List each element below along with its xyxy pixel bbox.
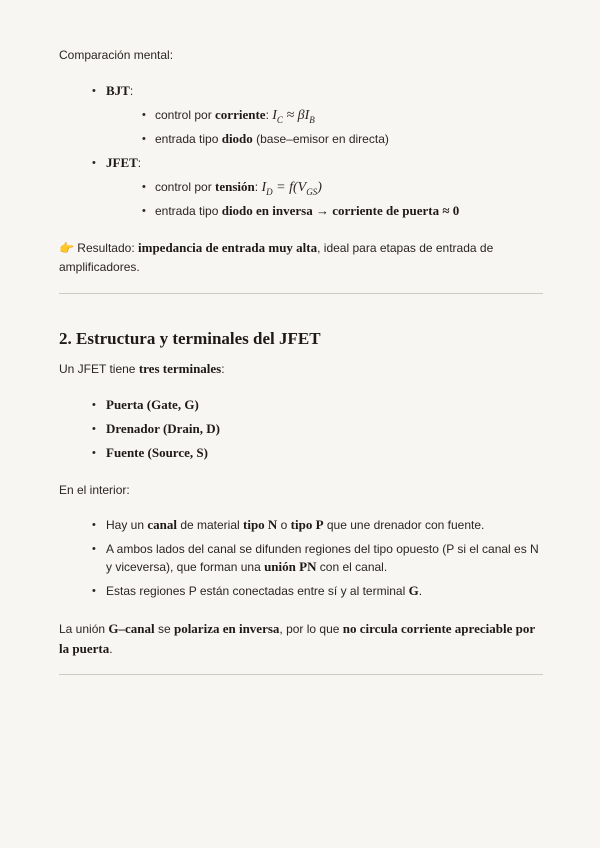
- bullet-icon: •: [92, 519, 96, 531]
- bullet-icon: •: [142, 133, 146, 145]
- bold-text: canal: [147, 517, 177, 532]
- formula-sub: D: [266, 186, 273, 197]
- list-item-terminal: [59, 444, 543, 468]
- interior-label: En el interior:: [59, 483, 130, 497]
- comparison-list: [59, 82, 543, 226]
- bullet-icon: •: [92, 585, 96, 597]
- text: A ambos lados del canal se difunden regiones del tipo opuesto (P si el canal es N y viceversa), que forman una: [106, 542, 539, 574]
- text: se: [154, 622, 174, 636]
- pointing-hand-icon: 👉: [59, 241, 74, 255]
- result-paragraph: [59, 238, 543, 277]
- text: Un JFET tiene: [59, 362, 139, 376]
- terminal-source: Fuente (Source, S): [106, 445, 208, 460]
- divider: [59, 674, 543, 675]
- list-item-terminal: [59, 396, 543, 420]
- text: entrada tipo: [155, 132, 222, 146]
- comparison-intro: Comparación mental:: [59, 48, 174, 62]
- formula-bjt: [272, 108, 315, 123]
- formula-sub: C: [276, 114, 283, 125]
- bold-text: G: [408, 583, 419, 598]
- terminal-gate: Puerta (Gate, G): [106, 397, 199, 412]
- list-item-interior: [59, 540, 543, 582]
- formula-part: ≈ βI: [282, 108, 310, 123]
- formula-part: ): [317, 180, 322, 195]
- text: , por lo que: [279, 622, 343, 636]
- interior-list: [59, 516, 543, 606]
- text: control por: [155, 180, 216, 194]
- bold-text: diodo en inversa → corriente de puerta ≈ 0: [221, 203, 460, 218]
- text: Hay un: [106, 518, 148, 532]
- closing-paragraph: [59, 619, 543, 659]
- divider: [59, 293, 543, 294]
- list-item-bjt-control: [59, 106, 543, 130]
- bold-text: polariza en inversa: [173, 621, 280, 636]
- text: , ideal para etapas de entrada de amplificadores.: [59, 241, 494, 274]
- bullet-icon: •: [92, 543, 96, 555]
- bold-text: tensión: [215, 179, 255, 194]
- bullet-icon: •: [142, 109, 146, 121]
- bold-text: unión PN: [264, 559, 317, 574]
- text: control por: [155, 108, 216, 122]
- bullet-icon: •: [92, 85, 96, 97]
- text: .: [109, 642, 113, 656]
- bullet-icon: •: [142, 181, 146, 193]
- bullet-icon: •: [92, 423, 96, 435]
- bold-text: no circula corriente apreciable por la puerta: [59, 621, 535, 656]
- text: :: [265, 108, 269, 122]
- bullet-icon: •: [92, 447, 96, 459]
- list-item-jfet-control: [59, 178, 543, 202]
- formula-part: = f(V: [272, 180, 307, 195]
- jfet-label: JFET: [106, 155, 138, 170]
- bullet-icon: •: [92, 157, 96, 169]
- bold-text: tipo P: [290, 517, 324, 532]
- section-heading: 2. Estructura y terminales del JFET: [59, 329, 321, 348]
- formula-part: I: [261, 180, 267, 195]
- bold-text: impedancia de entrada muy alta: [138, 240, 318, 255]
- text: con el canal.: [316, 560, 388, 574]
- formula-part: I: [272, 108, 277, 123]
- formula-sub: GS: [306, 186, 318, 197]
- terminals-intro: [59, 359, 225, 379]
- text: Resultado:: [73, 241, 138, 255]
- formula-jfet: [261, 180, 321, 195]
- text: La unión: [59, 622, 109, 636]
- list-item-bjt: • BJT:: [92, 83, 134, 98]
- formula-sub: B: [309, 114, 315, 125]
- list-item-jfet: • JFET:: [92, 155, 142, 170]
- bullet-icon: •: [142, 205, 146, 217]
- text: entrada tipo: [155, 204, 222, 218]
- list-item-interior: [59, 582, 543, 606]
- bold-text: G–canal: [108, 621, 155, 636]
- bjt-label: BJT: [106, 83, 130, 98]
- text: que une drenador con fuente.: [323, 518, 485, 532]
- text: .: [418, 584, 423, 598]
- bold-text: diodo: [221, 131, 253, 146]
- terminals-list: [59, 396, 543, 468]
- text: Estas regiones P están conectadas entre sí y al terminal: [106, 584, 409, 598]
- bold-text: tres terminales: [138, 361, 222, 376]
- list-item-interior: [59, 516, 543, 540]
- list-item-jfet-input: [59, 202, 543, 226]
- bullet-icon: •: [92, 399, 96, 411]
- list-item-terminal: [59, 420, 543, 444]
- text: :: [221, 362, 225, 376]
- terminal-drain: Drenador (Drain, D): [106, 421, 220, 436]
- text: :: [254, 180, 259, 194]
- text: (base–emisor en directa): [252, 132, 389, 146]
- text: de material: [176, 518, 244, 532]
- text: o: [277, 518, 291, 532]
- bold-text: tipo N: [243, 517, 278, 532]
- bold-text: corriente: [215, 107, 266, 122]
- list-item-bjt-input: [59, 130, 543, 154]
